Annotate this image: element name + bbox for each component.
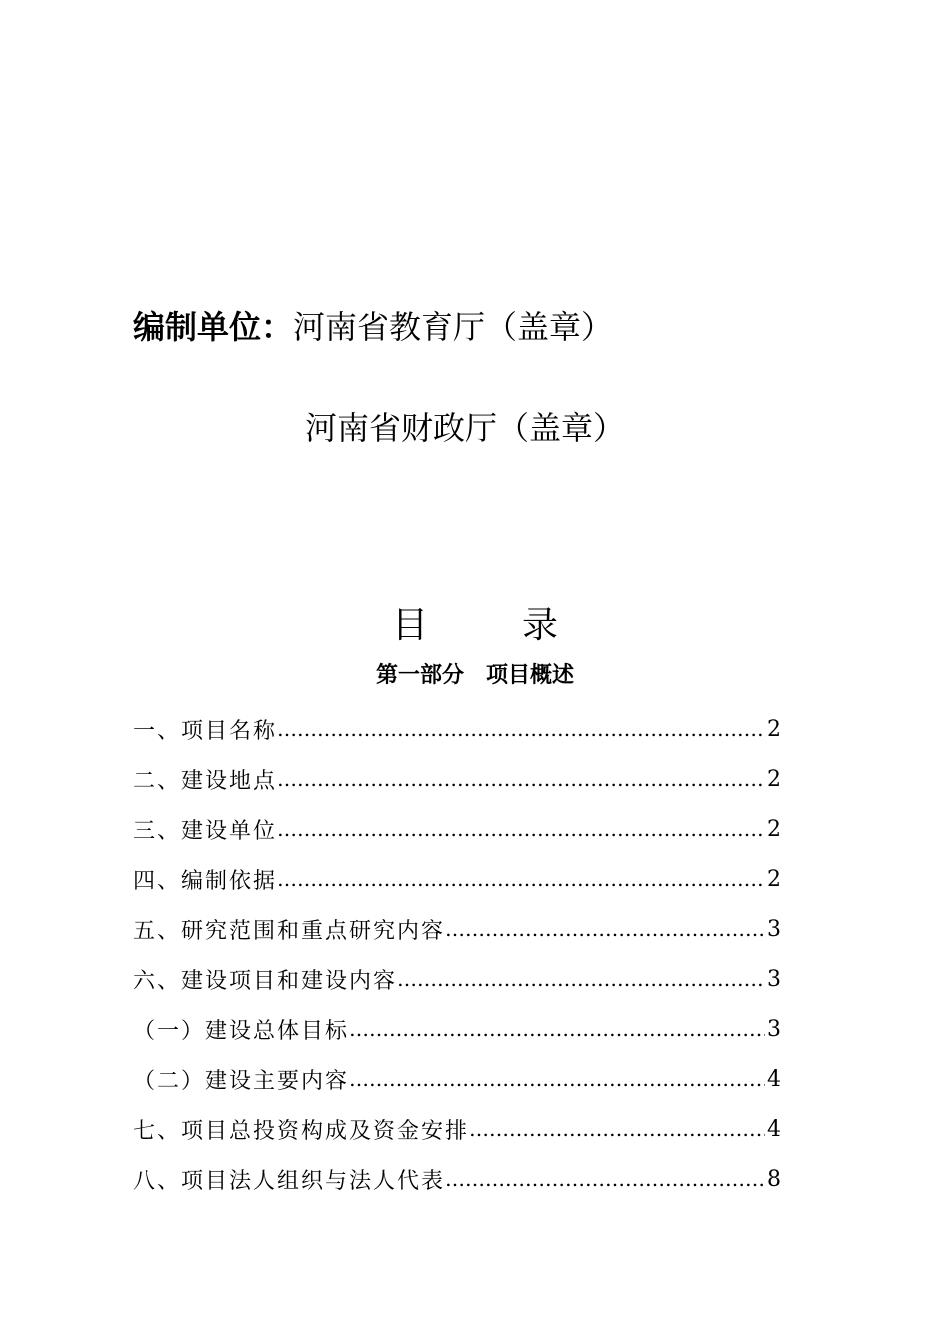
compiling-unit-line (133, 305, 613, 349)
toc-entry-text: 六、建设项目和建设内容 (133, 968, 398, 994)
toc-entry-text: 八、项目法人组织与法人代表 (133, 1168, 446, 1194)
compiling-unit-org-education: 河南省教育厅（盖章） (293, 308, 614, 346)
toc-entry-text: 一、项目名称 (133, 718, 278, 744)
toc-subentry[interactable] (133, 1054, 781, 1104)
compiling-unit-line-2 (305, 406, 625, 450)
toc-leader-dots (349, 1017, 765, 1041)
toc-leader-dots (277, 817, 765, 841)
toc-page-number: 2 (767, 766, 781, 792)
toc-entry[interactable] (133, 1104, 781, 1154)
toc-entry[interactable] (133, 1154, 781, 1204)
toc-leader-dots (277, 867, 765, 891)
toc-entry-text: 二、建设地点 (133, 768, 278, 794)
toc-entry-text: 四、编制依据 (133, 868, 278, 894)
toc-leader-dots (397, 967, 765, 991)
toc-title: 目录 (391, 605, 652, 646)
toc-entry-text: 三、建设单位 (133, 818, 278, 844)
toc-leader-dots (445, 1167, 765, 1191)
table-of-contents (133, 704, 781, 1204)
toc-page-number: 8 (767, 1166, 781, 1192)
toc-entry[interactable] (133, 854, 781, 904)
toc-entry[interactable] (133, 754, 781, 804)
toc-entry-text: 五、研究范围和重点研究内容 (133, 918, 446, 944)
toc-page-number: 3 (767, 1016, 781, 1042)
toc-entry-text: 七、项目总投资构成及资金安排 (133, 1118, 470, 1144)
toc-entry-text: （一）建设总体目标 (133, 1018, 350, 1044)
toc-page-number: 3 (767, 916, 781, 942)
compiling-unit-org-finance: 河南省财政厅（盖章） (305, 409, 626, 447)
part-title: 第一部分 项目概述 (375, 663, 574, 688)
toc-page-number: 2 (767, 716, 781, 742)
toc-page-number: 3 (767, 966, 781, 992)
toc-page-number: 4 (767, 1116, 781, 1142)
toc-page-number: 2 (767, 866, 781, 892)
toc-leader-dots (445, 917, 765, 941)
toc-entry[interactable] (133, 954, 781, 1004)
toc-entry-text: （二）建设主要内容 (133, 1068, 350, 1094)
toc-subentry[interactable] (133, 1004, 781, 1054)
toc-leader-dots (277, 767, 765, 791)
toc-entry[interactable] (133, 804, 781, 854)
toc-leader-dots (349, 1067, 765, 1091)
toc-leader-dots (469, 1117, 765, 1141)
compiling-unit-label: 编制单位： (133, 308, 294, 346)
toc-page-number: 2 (767, 816, 781, 842)
toc-entry[interactable] (133, 904, 781, 954)
toc-page-number: 4 (767, 1066, 781, 1092)
toc-leader-dots (277, 717, 765, 741)
toc-entry[interactable] (133, 704, 781, 754)
